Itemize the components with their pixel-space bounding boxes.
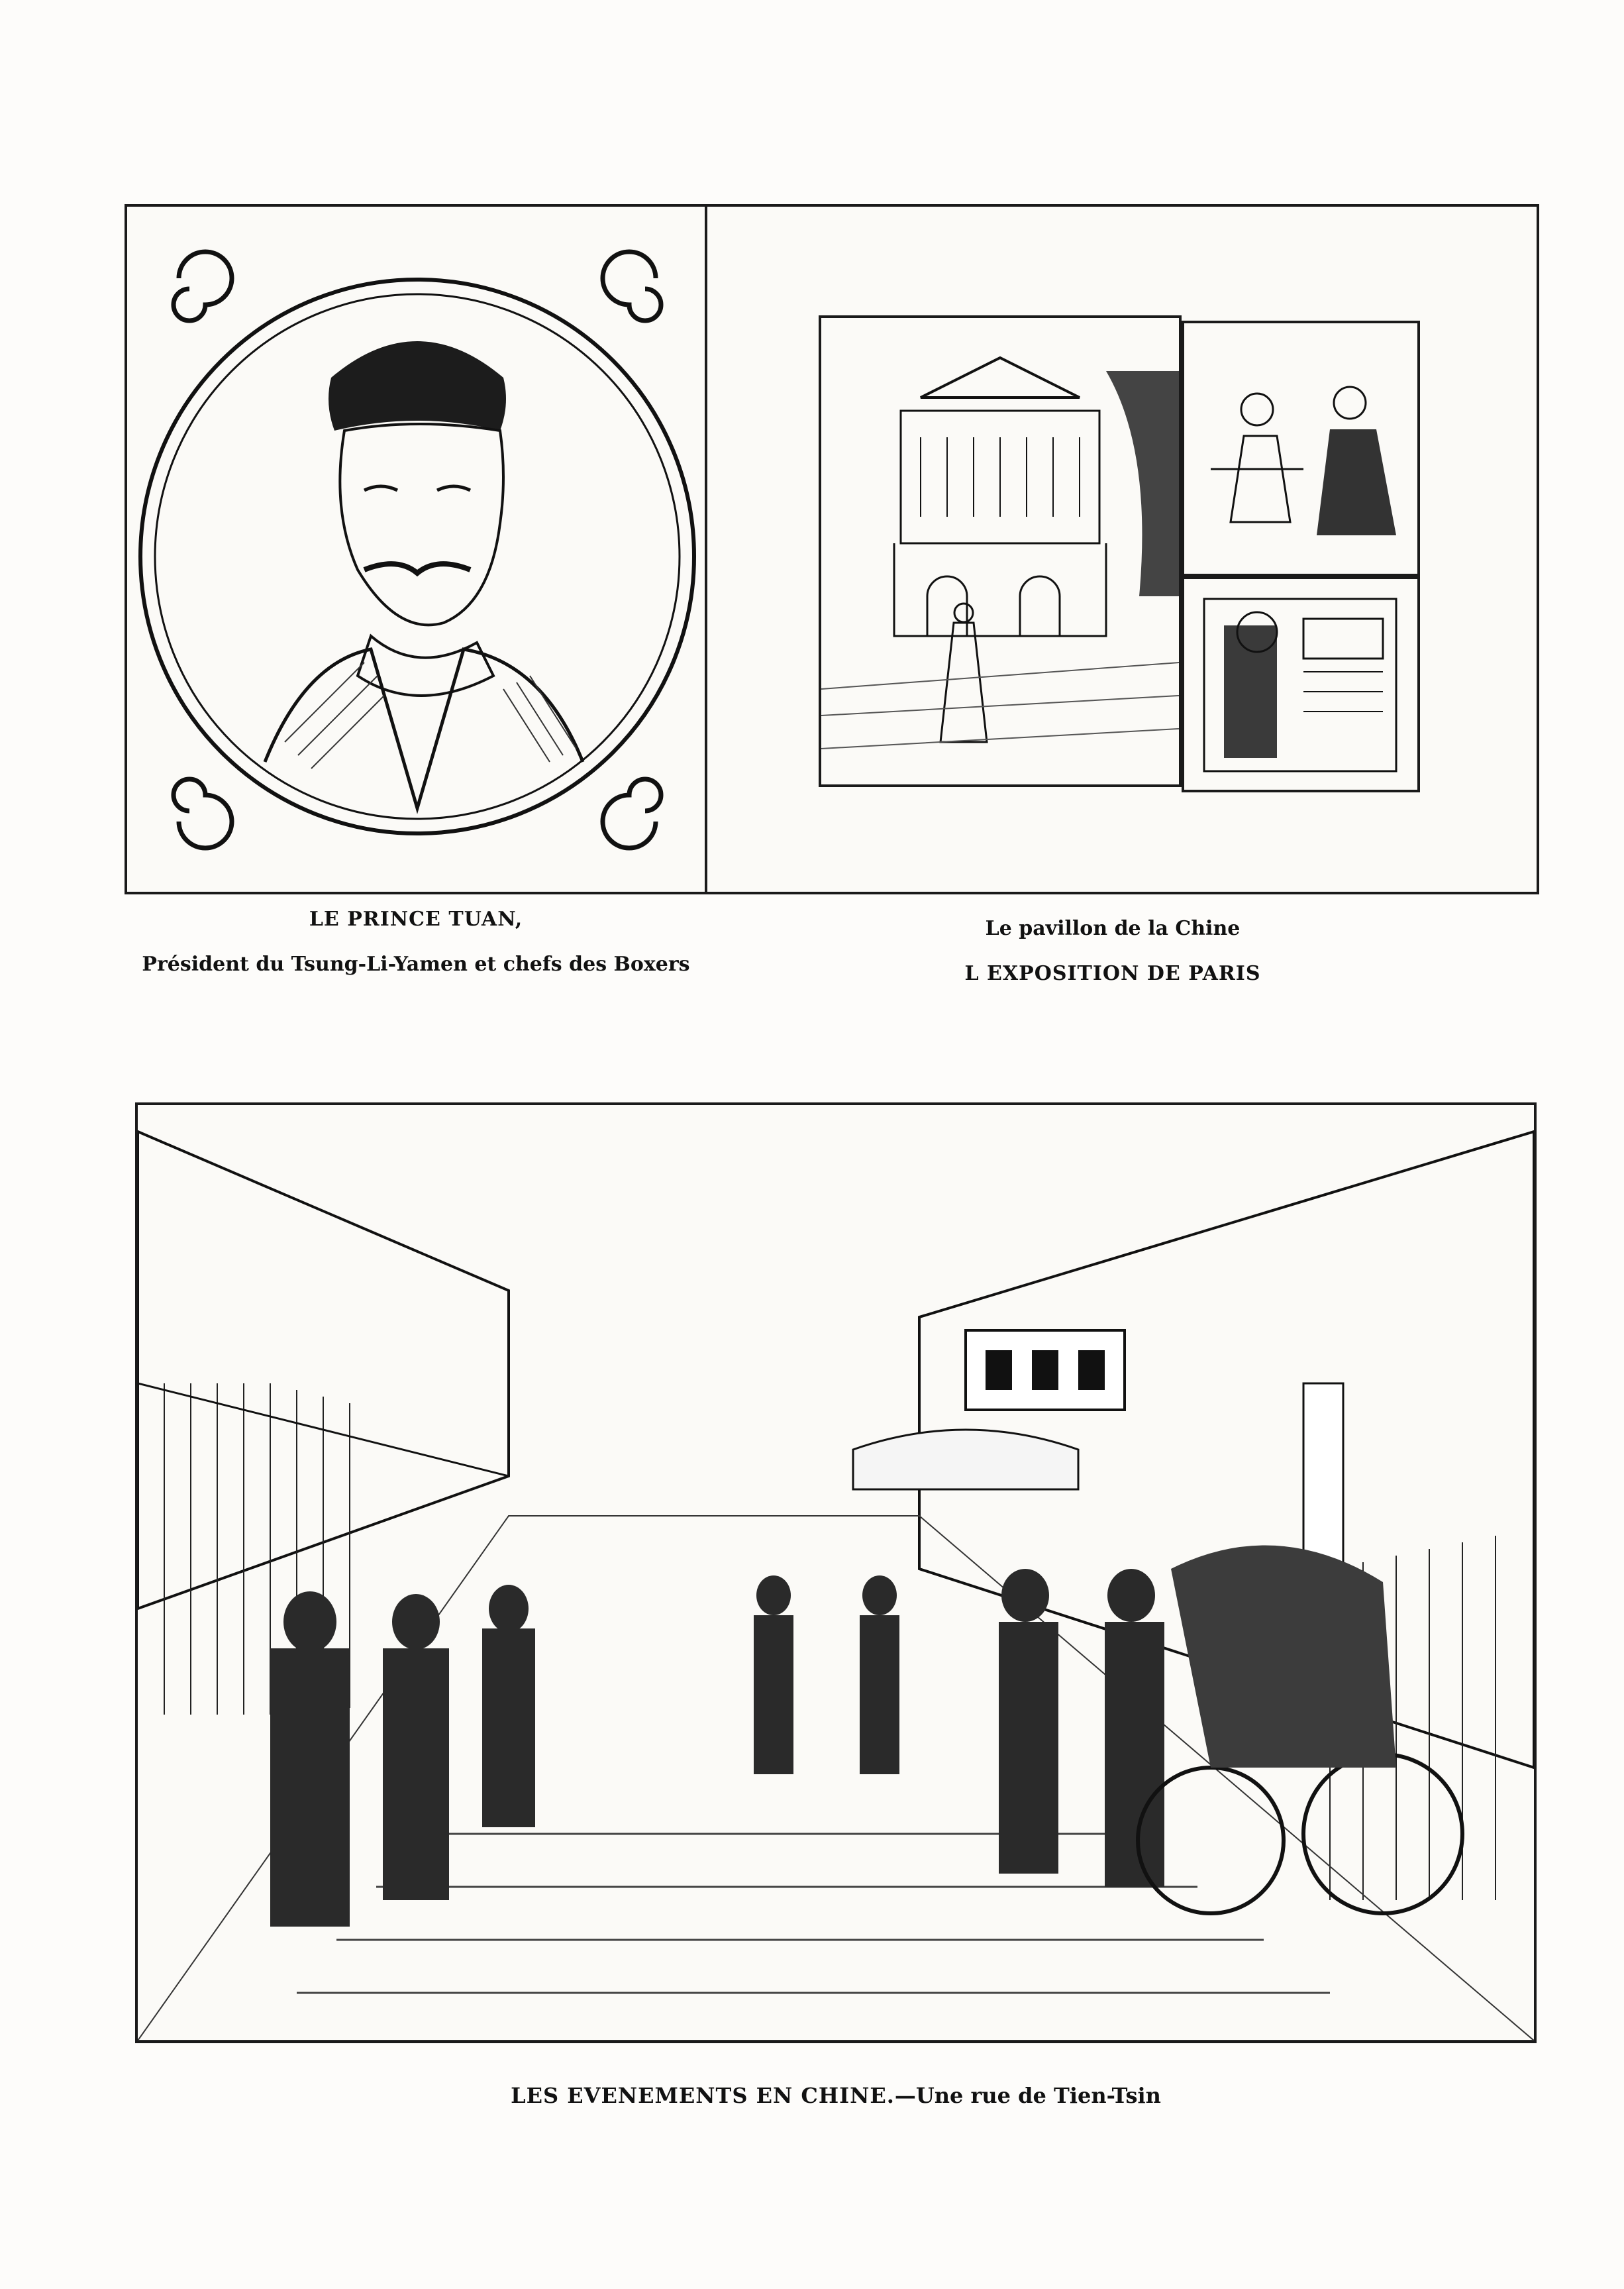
pavilion-interior-scene-2 [1182, 576, 1420, 792]
pavilion-main-scene [819, 315, 1182, 787]
street-caption-rest: —Une rue de Tien-Tsin [894, 2083, 1161, 2108]
pavilion-interior-scene-1 [1182, 321, 1420, 576]
pavilion-caption-subtitle: L EXPOSITION DE PARIS [964, 962, 1261, 985]
street-caption [135, 2083, 1537, 2108]
portrait-caption-title: LE PRINCE TUAN, [309, 908, 523, 931]
tien-tsin-street-illustration [135, 1102, 1537, 2043]
top-frame-divider [705, 204, 707, 894]
portrait-caption-subtitle: Président du Tsung-Li-Yamen et chefs des Boxers [142, 953, 690, 976]
pavilion-caption-title: Le pavillon de la Chine [985, 917, 1241, 940]
street-caption-bold: LES EVENEMENTS EN CHINE. [511, 2083, 895, 2108]
prince-tuan-portrait [132, 212, 702, 888]
